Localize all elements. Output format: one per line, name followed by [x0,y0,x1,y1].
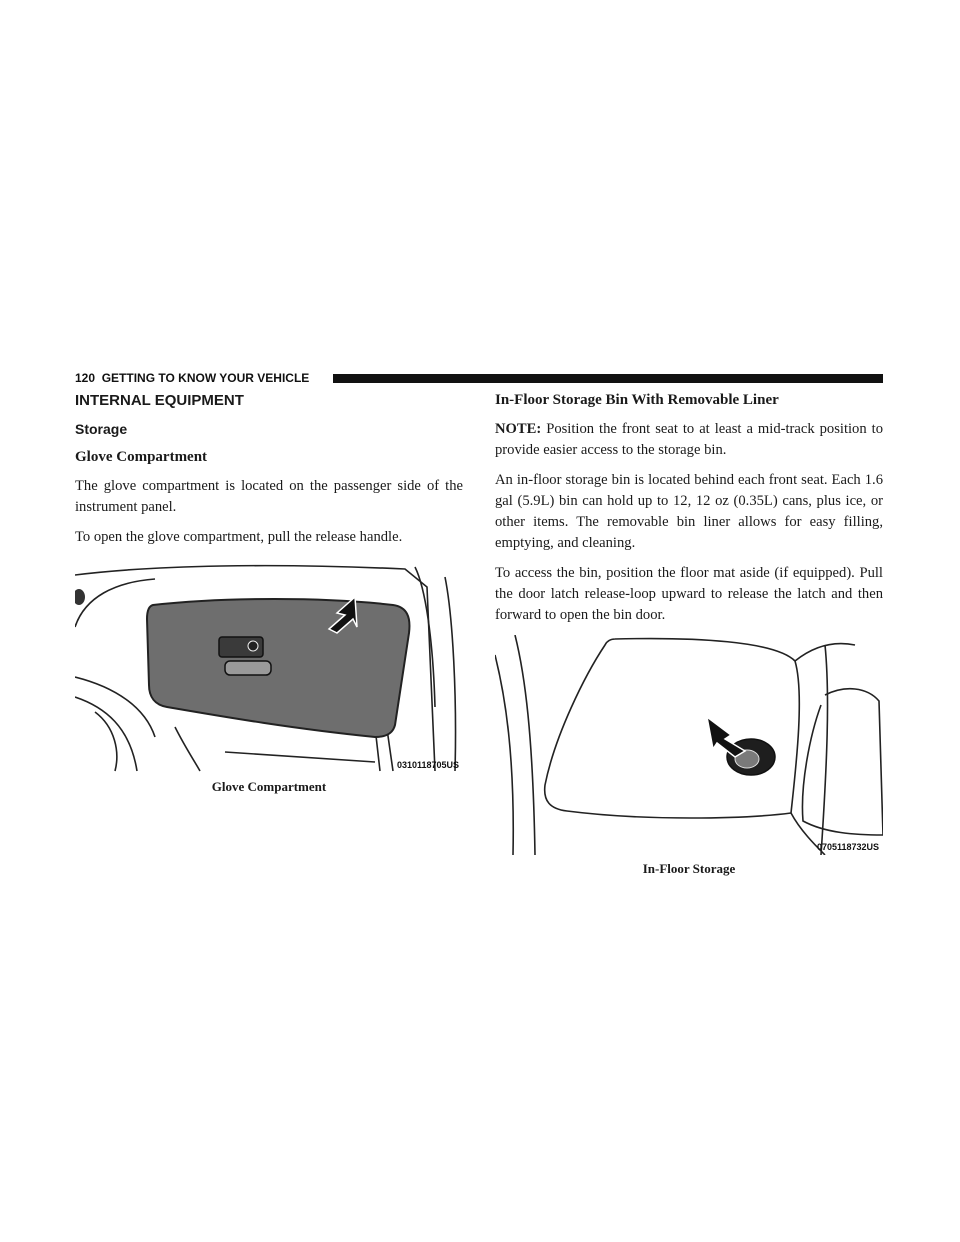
glove-paragraph-1: The glove compartment is located on the passenger side of the instrument panel. [75,478,463,515]
left-column [75,392,463,795]
note-paragraph [495,419,883,461]
header-text [75,370,309,386]
topic-title-in-floor: In-Floor Storage Bin With Removable Liner [495,392,779,408]
section-title: INTERNAL EQUIPMENT [75,392,244,409]
topic-title-glove: Glove Compartment [75,449,208,465]
glove-compartment-figure [75,557,463,773]
note-label: NOTE: [495,421,542,437]
glove-figure-caption: Glove Compartment [211,779,327,794]
header-bar [333,374,883,383]
section-name: GETTING TO KNOW YOUR VEHICLE [101,371,310,385]
in-floor-figure-code: 0705118732US [816,842,879,852]
in-floor-storage-illustration [495,635,883,855]
in-floor-figure-caption: In-Floor Storage [642,861,736,876]
in-floor-paragraph-2: To access the bin, position the floor mat aside (if equipped). Pull the door latch release-loop upward to release the latch and then forward to open the bin door. [495,565,883,623]
in-floor-storage-figure [495,635,883,855]
glove-compartment-illustration [75,557,463,773]
glove-paragraph-2: To open the glove compartment, pull the release handle. [75,529,403,545]
page-header [75,370,883,386]
in-floor-paragraph-1: An in-floor storage bin is located behind each front seat. Each 1.6 gal (5.9L) bin can hold up to 12, 12 oz (0.35L) cans, plus ice, or other items. The removable bin liner allows for easy filling, emptying, and cleaning. [495,472,883,551]
right-column [495,392,883,877]
note-text: Position the front seat to at least a mid-track position to provide easier access to the storage bin. [495,421,883,458]
subsection-title: Storage [75,421,128,437]
glove-figure-code: 0310118705US [396,760,459,770]
page-number: 120 [75,371,96,385]
